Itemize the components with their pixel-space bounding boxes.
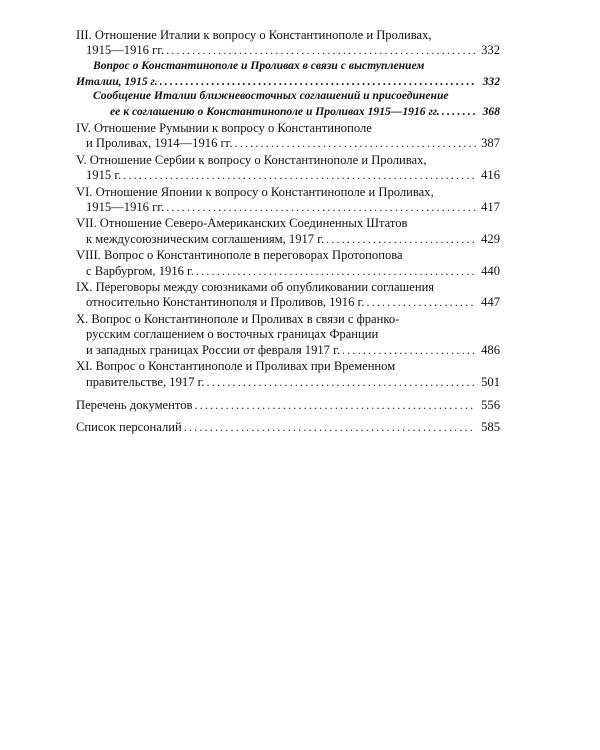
toc-line [76, 232, 500, 247]
toc-entry-title-cont: к междусоюзническим соглашениям, 1917 г. [86, 231, 325, 246]
toc-entry-vii [76, 216, 500, 247]
toc-entry-title: VI. Отношение Японии к вопросу о Константинополе и Проливах, [76, 184, 434, 199]
page-number: 416 [481, 168, 500, 183]
page-number: 332 [481, 43, 500, 58]
page-number: 417 [481, 200, 500, 215]
dot-leader [235, 136, 476, 151]
dot-leader [160, 74, 476, 89]
page-number: 387 [481, 136, 500, 151]
toc-subentry-title: Сообщение Италии ближневосточных соглашений и присоединение [93, 89, 449, 103]
toc-entry-title-cont: 1915 г. [86, 168, 122, 183]
toc-entry-title: XI. Вопрос о Константинополе и Проливах при Временном [76, 359, 396, 374]
page-number: 440 [481, 263, 500, 278]
toc-entry-title: IV. Отношение Румынии к вопросу о Константинополе [76, 121, 372, 135]
dot-leader [194, 398, 476, 413]
toc-line [76, 248, 500, 263]
toc-entry-title: IX. Переговоры между союзниками об опубликовании соглашения [76, 280, 435, 295]
toc-line [76, 43, 500, 58]
toc-line [76, 420, 500, 435]
toc-entry-title-cont: русским соглашением о восточных границах Франции [86, 327, 379, 342]
toc-line [76, 136, 500, 151]
page-number: 585 [481, 420, 500, 435]
toc-entry-title: V. Отношение Сербии к вопросу о Константинополе и Проливах, [76, 152, 427, 167]
toc-line [76, 168, 500, 183]
dot-leader [442, 104, 476, 119]
table-of-contents [76, 28, 500, 436]
toc-entry-title-cont: с Варбургом, 1916 г. [86, 263, 194, 278]
toc-line [76, 375, 500, 390]
toc-entry-iv [76, 121, 500, 152]
page-number: 486 [481, 342, 500, 357]
toc-entry-vi [76, 185, 500, 216]
page-number: 429 [481, 231, 500, 246]
toc-line [76, 200, 500, 215]
toc-subentry-title-cont: Италии, 1915 г. [76, 74, 158, 88]
dot-leader [326, 232, 476, 247]
toc-entry-title-cont: относительно Константинополя и Проливов, 1916 г. [86, 295, 365, 310]
toc-entry-title: VIII. Вопрос о Константинополе в переговорах Протопопова [76, 248, 403, 263]
toc-entry-title-cont: и Проливах, 1914—1916 гг. [86, 136, 233, 151]
toc-line [76, 312, 500, 327]
toc-line [76, 359, 500, 374]
toc-line [76, 398, 500, 413]
toc-line [76, 264, 500, 279]
toc-line [76, 185, 500, 200]
toc-line [76, 343, 500, 358]
toc-entry-xi [76, 359, 500, 390]
toc-entry-viii [76, 248, 500, 279]
toc-entry-iii [76, 28, 500, 120]
toc-line [76, 74, 500, 90]
toc-entry-title: III. Отношение Италии к вопросу о Константинополе и Проливах, [76, 28, 432, 42]
dot-leader [166, 200, 476, 215]
page-number: 447 [481, 295, 500, 310]
toc-line [76, 59, 500, 74]
toc-entry-ix [76, 280, 500, 311]
page-number: 368 [482, 105, 500, 119]
toc-line [76, 295, 500, 310]
dot-leader [366, 295, 476, 310]
dot-leader [196, 264, 476, 279]
toc-line [76, 28, 500, 43]
page-number: 501 [481, 374, 500, 389]
toc-entry-title: X. Вопрос о Константинополе и Проливах в связи с франко- [76, 311, 400, 326]
toc-subentry [76, 59, 500, 90]
toc-line [76, 153, 500, 168]
toc-entry-x [76, 312, 500, 358]
toc-entry-title-cont: 1915—1916 гг. [86, 200, 165, 215]
toc-entry-person-list [76, 420, 500, 435]
toc-subentry-title-cont: ее к соглашению о Константинополе и Проливах 1915—1916 гг. [110, 105, 440, 119]
toc-line [76, 104, 500, 120]
toc-entry-title: Список персоналий [76, 420, 182, 435]
toc-entry-title: Перечень документов [76, 397, 193, 412]
dot-leader [207, 375, 476, 390]
toc-entry-document-list [76, 398, 500, 413]
toc-line [76, 216, 500, 231]
dot-leader [342, 343, 476, 358]
dot-leader [184, 420, 476, 435]
toc-line [76, 280, 500, 295]
page-number: 556 [481, 397, 500, 412]
toc-entry-title-cont: 1915—1916 гг. [86, 43, 165, 58]
toc-subentry-title: Вопрос о Константинополе и Проливах в связи с выступлением [93, 58, 425, 72]
toc-line [76, 327, 500, 342]
dot-leader [166, 43, 476, 58]
toc-entry-title-cont: правительстве, 1917 г. [86, 374, 205, 389]
dot-leader [123, 168, 476, 183]
toc-line [76, 89, 500, 104]
toc-entry-title-cont: и западных границах России от февраля 1917 г. [86, 342, 341, 357]
toc-line [76, 121, 500, 136]
toc-entry-v [76, 153, 500, 184]
toc-subentry [76, 89, 500, 120]
page-number: 332 [482, 74, 500, 88]
toc-entry-title: VII. Отношение Северо-Американских Соединенных Штатов [76, 216, 408, 231]
